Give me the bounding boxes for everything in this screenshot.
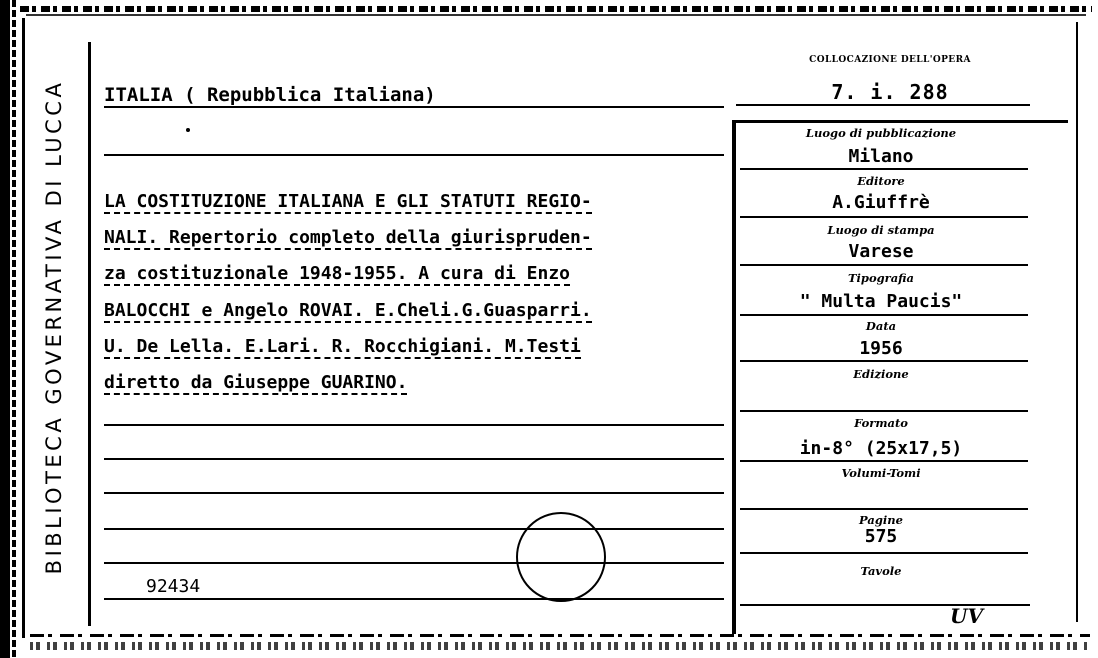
collocation-value: 7. i. 288 xyxy=(831,80,949,104)
description-line-3: za costituzionale 1948-1955. A cura di Enzo xyxy=(104,263,570,284)
heading-rule xyxy=(104,106,724,108)
rule-editore xyxy=(740,216,1028,218)
value-data: 1956 xyxy=(859,338,903,359)
inventory-number: 92434 xyxy=(146,576,201,597)
blank-rule-7 xyxy=(104,598,724,600)
blank-rule-2 xyxy=(104,424,724,426)
value-luogo-pubblicazione: Milano xyxy=(848,146,914,167)
description-line-1: LA COSTITUZIONE ITALIANA E GLI STATUTI REGIO- xyxy=(104,191,592,212)
card-edge-right xyxy=(1076,22,1078,622)
label-luogo-stampa: Luogo di stampa xyxy=(827,223,935,237)
rule-edizione xyxy=(740,410,1028,412)
label-pagine: Pagine xyxy=(859,513,903,527)
label-volumi: Volumi-Tomi xyxy=(841,466,921,480)
description-line-5: U. De Lella. E.Lari. R. Rocchigiani. M.Testi xyxy=(104,336,581,357)
card-edge-left-inner xyxy=(22,18,25,638)
library-stamp-circle xyxy=(516,512,606,602)
collocation-rule xyxy=(736,104,1030,106)
rule-data xyxy=(740,360,1028,362)
card-edge-top-line xyxy=(26,14,1086,16)
label-tavole: Tavole xyxy=(860,564,902,578)
blank-rule-6 xyxy=(104,562,724,564)
rule-volumi xyxy=(740,508,1028,510)
value-luogo-stampa: Varese xyxy=(848,241,914,262)
margin-rule xyxy=(88,42,91,626)
card-edge-top xyxy=(20,6,1092,12)
rule-tipografia xyxy=(740,314,1028,316)
handwritten-mark: UV xyxy=(950,604,983,628)
label-luogo-pubblicazione: Luogo di pubblicazione xyxy=(805,126,957,140)
ink-dot xyxy=(186,128,190,132)
blank-rule-5 xyxy=(104,528,724,530)
value-tipografia: " Multa Paucis" xyxy=(799,291,963,312)
blank-rule-4 xyxy=(104,492,724,494)
card-edge-bottom-noise xyxy=(30,642,1090,650)
rule-tavole xyxy=(740,604,1030,606)
label-editore: Editore xyxy=(857,174,905,188)
label-edizione: Edizione xyxy=(853,367,909,381)
value-editore: A.Giuffrè xyxy=(832,192,930,213)
rule-formato xyxy=(740,460,1028,462)
rule-pagine xyxy=(740,552,1028,554)
value-formato: in-8° (25x17,5) xyxy=(799,438,963,459)
heading: ITALIA ( Repubblica Italiana) xyxy=(104,84,436,106)
label-data: Data xyxy=(865,319,897,333)
card-edge-left xyxy=(0,0,10,658)
value-pagine: 575 xyxy=(864,526,898,547)
description-line-2: NALI. Repertorio completo della giurispruden- xyxy=(104,227,592,248)
library-name: BIBLIOTECA GOVERNATIVA DI LUCCA xyxy=(42,79,66,575)
card-edge-bottom xyxy=(30,634,1090,637)
blank-rule-1 xyxy=(104,154,724,156)
label-formato: Formato xyxy=(854,416,908,430)
blank-rule-3 xyxy=(104,458,724,460)
description-line-4: BALOCCHI e Angelo ROVAI. E.Cheli.G.Guasparri. xyxy=(104,300,592,321)
description-line-6: diretto da Giuseppe GUARINO. xyxy=(104,372,408,393)
details-panel-top xyxy=(732,120,1068,123)
label-tipografia: Tipografia xyxy=(847,271,914,285)
rule-luogo-pubblicazione xyxy=(740,168,1028,170)
collocation-label: COLLOCAZIONE DELL'OPERA xyxy=(809,55,971,65)
rule-luogo-stampa xyxy=(740,264,1028,266)
card-edge-left-perforation xyxy=(12,0,16,658)
